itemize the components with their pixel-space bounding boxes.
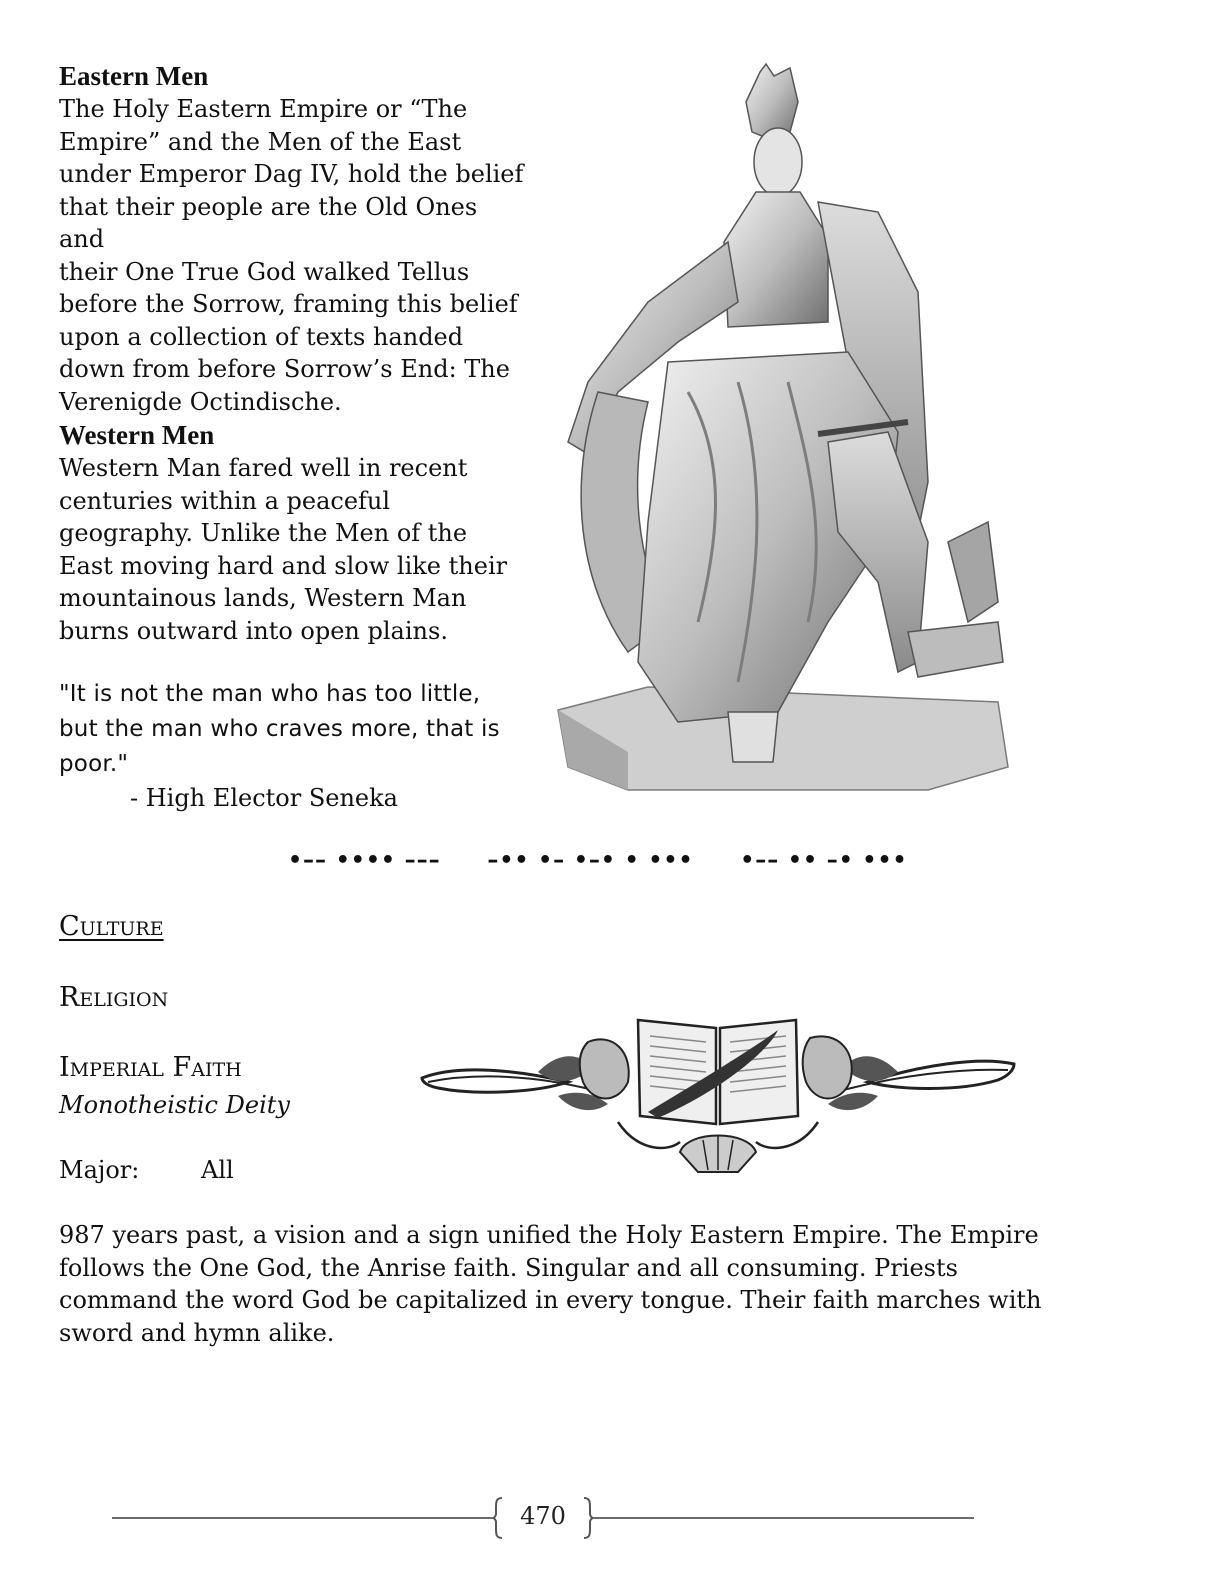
text-line: mountainous lands, Western Man bbox=[59, 584, 467, 612]
text-line: that their people are the Old Ones and bbox=[59, 192, 478, 253]
text-line: before the Sorrow, framing this belief bbox=[59, 290, 518, 318]
morse-group: •–– •••• ––– bbox=[288, 848, 441, 873]
text-line: The Holy Eastern Empire or “The bbox=[59, 95, 468, 123]
text-line: Verenigde Octindische. bbox=[59, 387, 342, 416]
text-line: East moving hard and slow like their bbox=[59, 551, 508, 580]
text-line: command the word God be capitalized in every tongue. Their faith marches with bbox=[59, 1286, 1042, 1314]
faith-name: Imperial Faith bbox=[59, 1052, 242, 1083]
western-men-paragraph bbox=[59, 452, 529, 647]
text-line: 987 years past, a vision and a sign unified the Holy Eastern Empire. The Empire bbox=[59, 1221, 1039, 1249]
right-bracket-icon bbox=[582, 1496, 594, 1540]
quote-line: poor." bbox=[59, 751, 129, 777]
footer-rule-right bbox=[592, 1517, 974, 1519]
book-quill-ornament bbox=[418, 1012, 1018, 1182]
religion-heading: Religion bbox=[59, 982, 169, 1013]
morse-group: –•• •– •–• • ••• bbox=[487, 848, 694, 873]
text-line: upon a collection of texts handed bbox=[59, 322, 464, 351]
page-number: 470 bbox=[520, 1502, 566, 1530]
text-line: Western Man fared well in recent bbox=[59, 454, 468, 482]
eastern-men-paragraph bbox=[59, 93, 529, 418]
left-bracket-icon bbox=[492, 1496, 504, 1540]
major-value: All bbox=[201, 1156, 234, 1184]
faith-type: Monotheistic Deity bbox=[59, 1091, 290, 1119]
statue-illustration bbox=[528, 62, 1028, 798]
text-line: centuries within a peaceful bbox=[59, 486, 391, 515]
text-line: sword and hymn alike. bbox=[59, 1318, 335, 1347]
text-line: down from before Sorrow’s End: The bbox=[59, 355, 510, 383]
text-line: geography. Unlike the Men of the bbox=[59, 519, 468, 547]
footer-rule-left bbox=[112, 1517, 494, 1519]
morse-separator bbox=[288, 848, 946, 873]
western-men-heading: Western Men bbox=[59, 420, 215, 450]
text-line: under Emperor Dag IV, hold the belief bbox=[59, 160, 524, 188]
eastern-men-heading: Eastern Men bbox=[59, 61, 209, 91]
text-line: their One True God walked Tellus bbox=[59, 257, 470, 286]
text-line: burns outward into open plains. bbox=[59, 616, 448, 645]
culture-heading: Culture bbox=[59, 911, 164, 942]
faith-description bbox=[59, 1219, 1059, 1349]
text-line: Empire” and the Men of the East bbox=[59, 127, 462, 156]
major-label: Major: bbox=[59, 1156, 140, 1184]
quote-attribution: - High Elector Seneka bbox=[130, 784, 398, 812]
seneka-quote bbox=[59, 677, 529, 782]
quote-line: "It is not the man who has too little, bbox=[59, 681, 481, 707]
quote-line: but the man who craves more, that is bbox=[59, 716, 500, 742]
morse-group: •–– •• –• ••• bbox=[740, 848, 908, 873]
text-line: follows the One God, the Anrise faith. Singular and all consuming. Priests bbox=[59, 1253, 958, 1282]
